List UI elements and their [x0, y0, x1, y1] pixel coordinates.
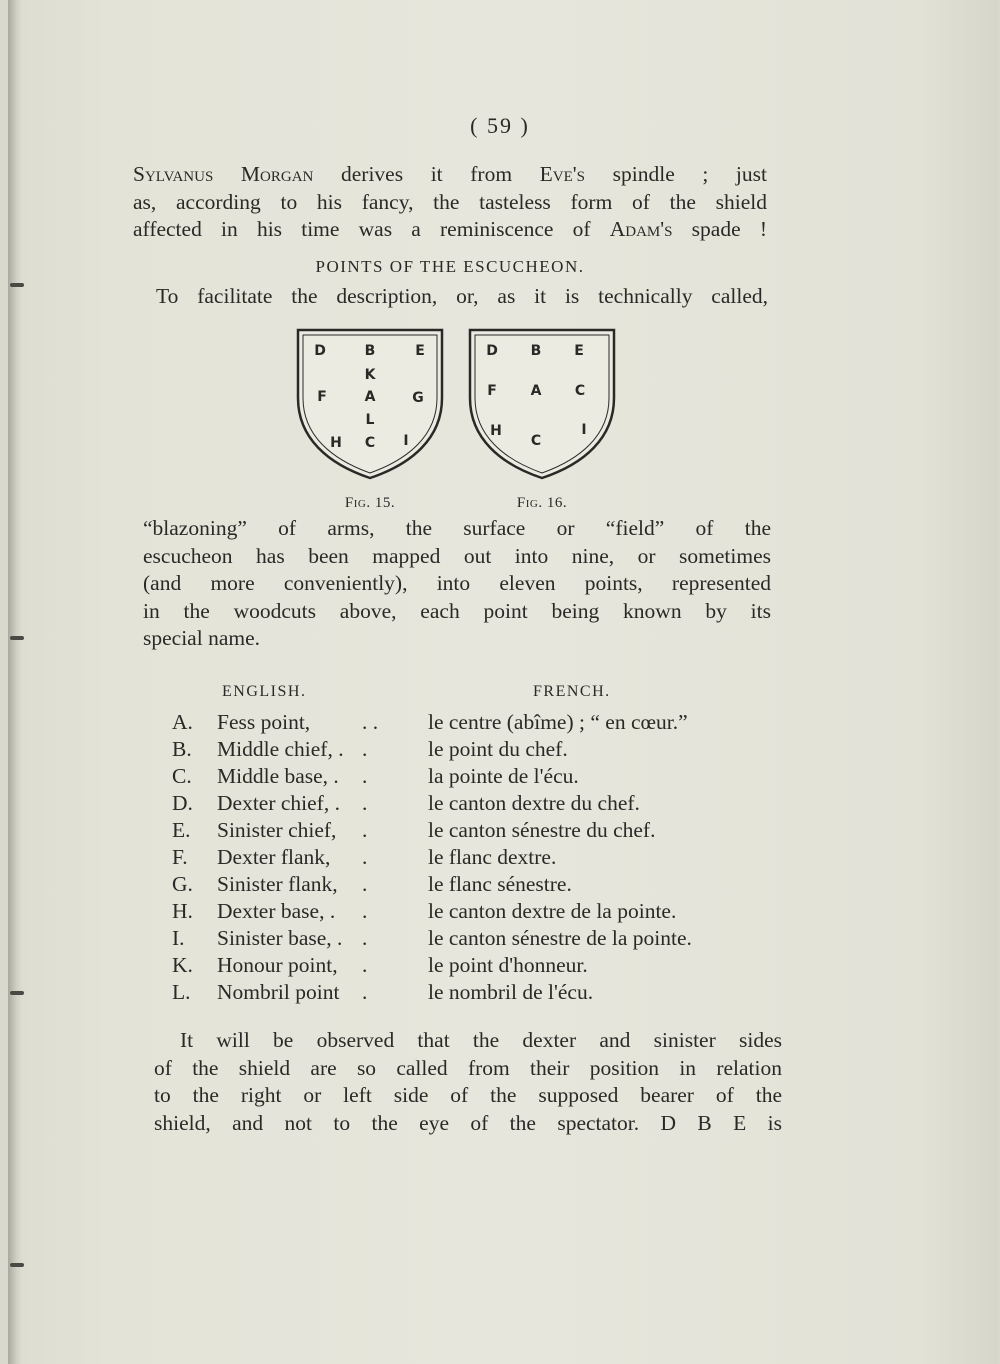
- point-letter-c: C: [530, 433, 542, 449]
- intro-line: [133, 216, 767, 244]
- closing-paragraph: [154, 1027, 782, 1137]
- figure-caption: Fig. 15.: [344, 495, 396, 511]
- english-name: Middle base, .: [217, 764, 339, 788]
- french-name: le nombril de l'écu.: [428, 980, 594, 1004]
- french-name: le point d'honneur.: [428, 953, 588, 977]
- english-name: Dexter chief, .: [217, 791, 340, 815]
- point-letter: K.: [172, 953, 193, 977]
- point-letter-i: I: [403, 433, 409, 449]
- point-letter-g: G: [412, 390, 424, 406]
- english-name: Nombril point: [217, 980, 340, 1004]
- text-run: spindle ; just: [585, 162, 767, 186]
- intro-line: [133, 189, 767, 217]
- point-letter-h: H: [490, 423, 502, 439]
- english-name: Sinister flank,: [217, 872, 338, 896]
- binding-mark: [10, 1263, 24, 1267]
- point-letter: L.: [172, 980, 191, 1004]
- french-name: le canton dextre de la pointe.: [428, 899, 677, 923]
- point-row: [172, 979, 792, 1006]
- point-row: [172, 763, 792, 790]
- point-letter-k: K: [364, 367, 376, 383]
- point-row: [172, 709, 792, 736]
- french-column-header: FRENCH.: [533, 683, 611, 700]
- section-title: POINTS OF THE ESCUCHEON.: [315, 257, 585, 276]
- text-run: spade !: [672, 217, 767, 241]
- point-letter-e: E: [415, 343, 425, 359]
- figure-16: [466, 326, 618, 512]
- english-name: Dexter flank,: [217, 845, 331, 869]
- point-row: [172, 790, 792, 817]
- binding-mark: [10, 283, 24, 287]
- english-name: Middle chief, .: [217, 737, 344, 761]
- closing-line: of the shield are so called from their position in relation: [154, 1055, 782, 1080]
- lead-line-text: To facilitate the description, or, as it is technically called,: [156, 284, 768, 308]
- point-letter: C.: [172, 764, 192, 788]
- leader-dots: .: [362, 953, 368, 977]
- point-row: [172, 844, 792, 871]
- leader-dots: .: [362, 737, 368, 761]
- point-letter-e: E: [574, 343, 584, 359]
- body-paragraph: [143, 515, 771, 653]
- leader-dots: .: [362, 980, 368, 1004]
- english-name: Honour point,: [217, 953, 338, 977]
- point-letter: H.: [172, 899, 193, 923]
- point-letter-a: A: [364, 389, 376, 405]
- closing-line: shield, and not to the eye of the spectator. D B E is: [154, 1110, 782, 1135]
- figure-15: [294, 326, 446, 512]
- leader-dots: . .: [362, 710, 379, 734]
- leader-dots: .: [362, 899, 368, 923]
- proper-name: Eve's: [539, 162, 586, 186]
- leader-dots: .: [362, 818, 368, 842]
- text-run: derives it from: [313, 162, 540, 186]
- point-letter-b: B: [530, 343, 542, 359]
- point-letter-i: I: [581, 422, 587, 438]
- leader-dots: .: [362, 926, 368, 950]
- proper-name: Adam's: [609, 217, 673, 241]
- body-line: in the woodcuts above, each point being known by its: [143, 598, 771, 623]
- point-row: [172, 871, 792, 898]
- points-table: [172, 709, 792, 1006]
- point-letter: B.: [172, 737, 192, 761]
- point-letter: F.: [172, 845, 188, 869]
- french-name: le flanc dextre.: [428, 845, 557, 869]
- intro-paragraph: [133, 161, 767, 244]
- intro-line: [133, 161, 767, 189]
- french-name: le point du chef.: [428, 737, 568, 761]
- point-letter-c: C: [574, 383, 586, 399]
- french-name: la pointe de l'écu.: [428, 764, 579, 788]
- text-run: as, according to his fancy, the tasteless form of the shield: [133, 189, 767, 214]
- text-run: affected in his time was a reminiscence of: [133, 217, 610, 241]
- closing-line: to the right or left side of the supposed bearer of the: [154, 1083, 782, 1107]
- english-column-header: ENGLISH.: [222, 683, 307, 700]
- point-letter: E.: [172, 818, 191, 842]
- english-name: Fess point,: [217, 710, 311, 734]
- french-name: le canton sénestre du chef.: [428, 818, 656, 842]
- point-letter-c: C: [364, 435, 376, 451]
- shield-fig-15: [294, 326, 446, 481]
- point-letter: G.: [172, 872, 193, 896]
- english-name: Dexter base, .: [217, 899, 336, 923]
- point-row: [172, 736, 792, 763]
- closing-line: It will be observed that the dexter and sinister sides: [180, 1028, 782, 1052]
- shield-fig-16: [466, 326, 618, 481]
- point-letter-f: F: [317, 389, 327, 405]
- binding-mark: [10, 636, 24, 640]
- figure-caption: Fig. 16.: [516, 495, 568, 511]
- page-edge-shadow: [8, 0, 22, 1364]
- english-name: Sinister base, .: [217, 926, 343, 950]
- point-row: [172, 925, 792, 952]
- point-letter: D.: [172, 791, 193, 815]
- point-letter-l: L: [365, 412, 375, 428]
- body-line: (and more conveniently), into eleven points, represented: [143, 571, 771, 595]
- french-name: le centre (abîme) ; “ en cœur.”: [428, 710, 688, 734]
- point-letter-h: H: [330, 435, 342, 451]
- page-number: ( 59 ): [470, 113, 530, 138]
- point-letter-d: D: [486, 343, 498, 359]
- french-name: le canton dextre du chef.: [428, 791, 640, 815]
- point-row: [172, 952, 792, 979]
- point-letter-d: D: [314, 343, 326, 359]
- leader-dots: .: [362, 764, 368, 788]
- point-row: [172, 817, 792, 844]
- point-letter-f: F: [487, 383, 497, 399]
- body-line: “blazoning” of arms, the surface or “field” of the: [143, 516, 771, 540]
- body-line: escucheon has been mapped out into nine, or sometimes: [143, 543, 771, 568]
- figures: [294, 326, 624, 516]
- body-line: special name.: [143, 626, 261, 650]
- point-letter-a: A: [530, 383, 542, 399]
- point-letter: I.: [172, 926, 185, 950]
- point-letter-b: B: [364, 343, 376, 359]
- french-name: le flanc sénestre.: [428, 872, 572, 896]
- english-name: Sinister chief,: [217, 818, 337, 842]
- leader-dots: .: [362, 791, 368, 815]
- point-row: [172, 898, 792, 925]
- leader-dots: .: [362, 845, 368, 869]
- binding-mark: [10, 991, 24, 995]
- point-letter: A.: [172, 710, 193, 734]
- proper-name: Sylvanus Morgan: [133, 162, 314, 186]
- french-name: le canton sénestre de la pointe.: [428, 926, 692, 950]
- lead-line: [156, 283, 768, 311]
- leader-dots: .: [362, 872, 368, 896]
